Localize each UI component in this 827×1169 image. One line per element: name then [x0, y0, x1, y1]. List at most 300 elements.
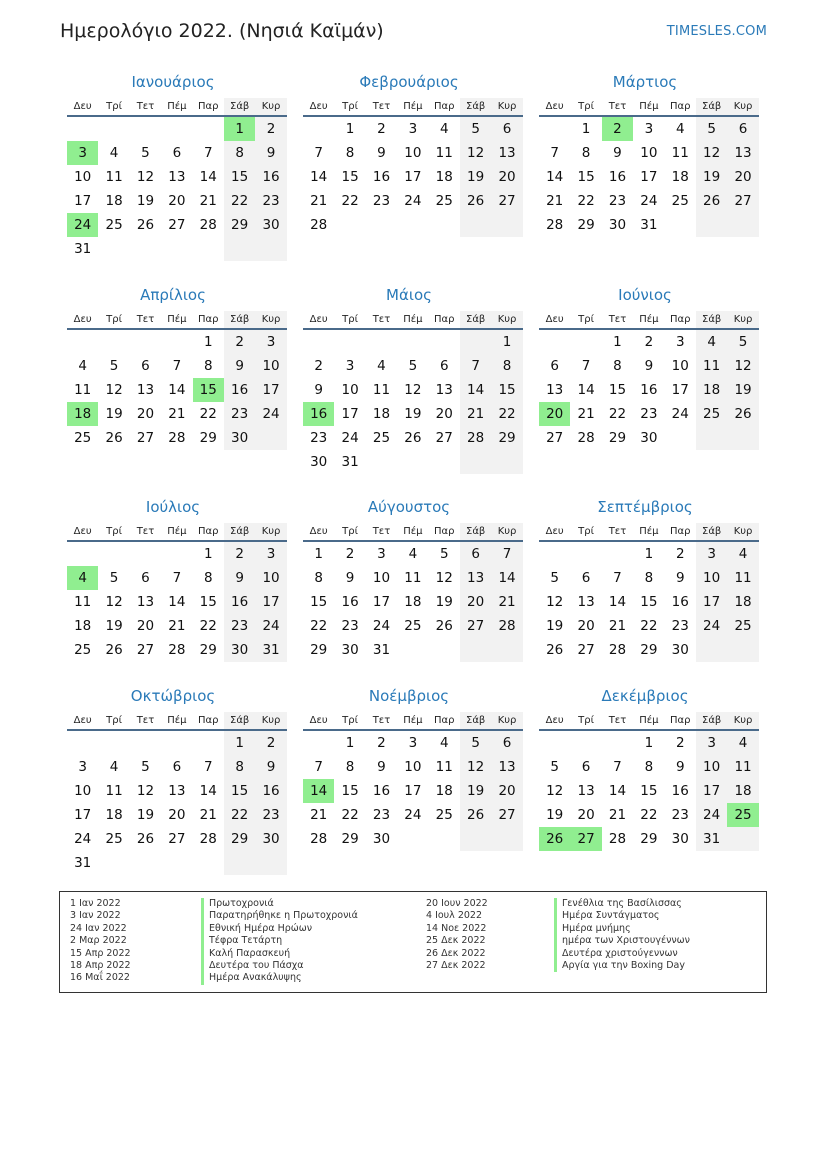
- calendar-day[interactable]: 23: [608, 193, 627, 209]
- calendar-day[interactable]: 1: [581, 121, 591, 137]
- calendar-day[interactable]: 12: [696, 141, 727, 165]
- calendar-day[interactable]: 10: [255, 354, 286, 378]
- calendar-day[interactable]: 1: [644, 735, 654, 751]
- calendar-day[interactable]: 9: [224, 354, 255, 378]
- calendar-day[interactable]: 17: [404, 783, 422, 799]
- calendar-day[interactable]: 12: [136, 169, 155, 185]
- calendar-day[interactable]: 14: [608, 594, 627, 610]
- calendar-day[interactable]: 14: [491, 566, 522, 590]
- calendar-day[interactable]: 21: [491, 590, 522, 614]
- calendar-day[interactable]: 4: [67, 566, 98, 590]
- calendar-day[interactable]: 19: [105, 406, 123, 422]
- calendar-day[interactable]: 29: [341, 831, 359, 847]
- calendar-day[interactable]: 8: [491, 354, 522, 378]
- calendar-day[interactable]: 13: [727, 141, 758, 165]
- calendar-day[interactable]: 2: [377, 121, 386, 137]
- calendar-day[interactable]: 30: [255, 827, 286, 851]
- calendar-day[interactable]: 18: [435, 169, 453, 185]
- calendar-day[interactable]: 10: [255, 566, 286, 590]
- calendar-day[interactable]: 6: [172, 145, 182, 161]
- calendar-day[interactable]: 3: [377, 546, 386, 562]
- calendar-day[interactable]: 12: [105, 382, 123, 398]
- calendar-day[interactable]: 13: [546, 382, 564, 398]
- calendar-day[interactable]: 30: [255, 213, 286, 237]
- calendar-day[interactable]: 20: [460, 590, 491, 614]
- calendar-day[interactable]: 13: [136, 382, 155, 398]
- calendar-day[interactable]: 28: [168, 430, 186, 446]
- calendar-day[interactable]: 26: [727, 402, 758, 426]
- calendar-day[interactable]: 9: [255, 755, 286, 779]
- calendar-day[interactable]: 30: [310, 454, 328, 470]
- calendar-day[interactable]: 26: [136, 217, 155, 233]
- calendar-day[interactable]: 8: [224, 755, 255, 779]
- calendar-day[interactable]: 31: [255, 638, 286, 662]
- calendar-day[interactable]: 1: [345, 735, 355, 751]
- calendar-day[interactable]: 30: [608, 217, 627, 233]
- calendar-day[interactable]: 23: [671, 807, 689, 823]
- calendar-day[interactable]: 3: [78, 759, 87, 775]
- calendar-day[interactable]: 4: [727, 542, 758, 566]
- calendar-day[interactable]: 6: [581, 570, 591, 586]
- calendar-day[interactable]: 21: [199, 193, 217, 209]
- calendar-day[interactable]: 22: [341, 807, 359, 823]
- calendar-day[interactable]: 16: [255, 779, 286, 803]
- calendar-day[interactable]: 27: [577, 642, 595, 658]
- calendar-day[interactable]: 7: [203, 759, 213, 775]
- calendar-day[interactable]: 19: [136, 807, 155, 823]
- calendar-day[interactable]: 7: [613, 759, 622, 775]
- calendar-day[interactable]: 15: [199, 594, 217, 610]
- calendar-day[interactable]: 25: [105, 831, 123, 847]
- calendar-day[interactable]: 4: [377, 358, 386, 374]
- calendar-day[interactable]: 17: [74, 807, 92, 823]
- calendar-day[interactable]: 19: [546, 618, 564, 634]
- calendar-day[interactable]: 1: [314, 546, 323, 562]
- calendar-day[interactable]: 29: [310, 642, 328, 658]
- calendar-day[interactable]: 30: [640, 430, 658, 446]
- calendar-day[interactable]: 16: [640, 382, 658, 398]
- calendar-day[interactable]: 16: [224, 590, 255, 614]
- calendar-day[interactable]: 9: [377, 145, 386, 161]
- calendar-day[interactable]: 26: [136, 831, 155, 847]
- calendar-day[interactable]: 3: [696, 542, 727, 566]
- calendar-day[interactable]: 8: [224, 141, 255, 165]
- calendar-day[interactable]: 18: [404, 594, 422, 610]
- calendar-day[interactable]: 2: [224, 542, 255, 566]
- calendar-day[interactable]: 21: [460, 402, 491, 426]
- calendar-day[interactable]: 16: [224, 378, 255, 402]
- calendar-day[interactable]: 27: [460, 614, 491, 638]
- calendar-day[interactable]: 16: [372, 169, 391, 185]
- calendar-day[interactable]: 11: [105, 169, 123, 185]
- calendar-day[interactable]: 21: [310, 193, 328, 209]
- calendar-day[interactable]: 19: [404, 406, 422, 422]
- calendar-day[interactable]: 9: [675, 570, 685, 586]
- calendar-day[interactable]: 6: [550, 358, 559, 374]
- calendar-day[interactable]: 7: [203, 145, 213, 161]
- calendar-day[interactable]: 1: [613, 334, 622, 350]
- brand-link[interactable]: TIMESLES.COM: [666, 24, 767, 39]
- calendar-day[interactable]: 28: [577, 430, 595, 446]
- calendar-day[interactable]: 20: [136, 406, 155, 422]
- calendar-day[interactable]: 15: [608, 382, 627, 398]
- calendar-day[interactable]: 20: [539, 402, 570, 426]
- calendar-day[interactable]: 24: [372, 618, 391, 634]
- calendar-day[interactable]: 29: [640, 831, 658, 847]
- calendar-day[interactable]: 27: [491, 189, 522, 213]
- calendar-day[interactable]: 11: [74, 382, 92, 398]
- calendar-day[interactable]: 31: [74, 241, 92, 257]
- calendar-day[interactable]: 18: [105, 193, 123, 209]
- calendar-day[interactable]: 25: [435, 193, 453, 209]
- calendar-day[interactable]: 24: [671, 406, 689, 422]
- calendar-day[interactable]: 18: [727, 779, 758, 803]
- calendar-day[interactable]: 25: [727, 803, 758, 827]
- calendar-day[interactable]: 25: [435, 807, 453, 823]
- calendar-day[interactable]: 18: [727, 590, 758, 614]
- calendar-day[interactable]: 7: [550, 145, 559, 161]
- calendar-day[interactable]: 8: [345, 759, 355, 775]
- calendar-day[interactable]: 8: [644, 759, 654, 775]
- calendar-day[interactable]: 10: [696, 755, 727, 779]
- calendar-day[interactable]: 11: [372, 382, 391, 398]
- calendar-day[interactable]: 3: [255, 330, 286, 354]
- calendar-day[interactable]: 1: [203, 546, 213, 562]
- calendar-day[interactable]: 26: [460, 189, 491, 213]
- calendar-day[interactable]: 8: [581, 145, 591, 161]
- calendar-day[interactable]: 22: [341, 193, 359, 209]
- calendar-day[interactable]: 10: [74, 169, 92, 185]
- calendar-day[interactable]: 20: [136, 618, 155, 634]
- calendar-day[interactable]: 24: [255, 402, 286, 426]
- calendar-day[interactable]: 17: [404, 169, 422, 185]
- calendar-day[interactable]: 18: [105, 807, 123, 823]
- calendar-day[interactable]: 2: [644, 334, 654, 350]
- calendar-day[interactable]: 10: [74, 783, 92, 799]
- calendar-day[interactable]: 14: [546, 169, 564, 185]
- calendar-day[interactable]: 9: [613, 145, 622, 161]
- calendar-day[interactable]: 27: [727, 189, 758, 213]
- calendar-day[interactable]: 16: [303, 402, 334, 426]
- calendar-day[interactable]: 19: [727, 378, 758, 402]
- calendar-day[interactable]: 5: [109, 358, 119, 374]
- calendar-day[interactable]: 1: [491, 330, 522, 354]
- calendar-day[interactable]: 5: [727, 330, 758, 354]
- calendar-day[interactable]: 25: [74, 642, 92, 658]
- calendar-day[interactable]: 5: [696, 117, 727, 141]
- calendar-day[interactable]: 2: [314, 358, 323, 374]
- calendar-day[interactable]: 27: [570, 827, 601, 851]
- calendar-day[interactable]: 24: [67, 213, 98, 237]
- calendar-day[interactable]: 8: [203, 358, 213, 374]
- calendar-day[interactable]: 3: [408, 121, 418, 137]
- calendar-day[interactable]: 29: [224, 827, 255, 851]
- calendar-day[interactable]: 8: [203, 570, 213, 586]
- calendar-day[interactable]: 3: [644, 121, 654, 137]
- calendar-day[interactable]: 9: [675, 759, 685, 775]
- calendar-day[interactable]: 13: [136, 594, 155, 610]
- calendar-day[interactable]: 29: [199, 642, 217, 658]
- calendar-day[interactable]: 29: [491, 426, 522, 450]
- calendar-day[interactable]: 15: [310, 594, 328, 610]
- calendar-day[interactable]: 31: [640, 217, 658, 233]
- calendar-day[interactable]: 12: [435, 570, 453, 586]
- calendar-day[interactable]: 6: [172, 759, 182, 775]
- calendar-day[interactable]: 28: [491, 614, 522, 638]
- calendar-day[interactable]: 22: [199, 618, 217, 634]
- calendar-day[interactable]: 20: [491, 779, 522, 803]
- calendar-day[interactable]: 16: [372, 783, 391, 799]
- calendar-day[interactable]: 14: [608, 783, 627, 799]
- calendar-day[interactable]: 2: [255, 731, 286, 755]
- calendar-day[interactable]: 9: [377, 759, 386, 775]
- calendar-day[interactable]: 31: [74, 855, 92, 871]
- calendar-day[interactable]: 1: [224, 731, 255, 755]
- calendar-day[interactable]: 18: [671, 169, 689, 185]
- calendar-day[interactable]: 14: [168, 382, 186, 398]
- calendar-day[interactable]: 14: [199, 783, 217, 799]
- calendar-day[interactable]: 25: [105, 217, 123, 233]
- calendar-day[interactable]: 26: [539, 827, 570, 851]
- calendar-day[interactable]: 10: [404, 145, 422, 161]
- calendar-day[interactable]: 6: [491, 117, 522, 141]
- calendar-day[interactable]: 20: [168, 193, 186, 209]
- calendar-day[interactable]: 22: [640, 807, 658, 823]
- calendar-day[interactable]: 11: [727, 566, 758, 590]
- calendar-day[interactable]: 17: [696, 779, 727, 803]
- calendar-day[interactable]: 17: [696, 590, 727, 614]
- calendar-day[interactable]: 20: [168, 807, 186, 823]
- calendar-day[interactable]: 21: [168, 618, 186, 634]
- calendar-day[interactable]: 12: [460, 755, 491, 779]
- calendar-day[interactable]: 11: [671, 145, 689, 161]
- calendar-day[interactable]: 25: [74, 430, 92, 446]
- calendar-day[interactable]: 15: [640, 783, 658, 799]
- calendar-day[interactable]: 26: [105, 642, 123, 658]
- calendar-day[interactable]: 22: [640, 618, 658, 634]
- calendar-day[interactable]: 20: [577, 807, 595, 823]
- calendar-day[interactable]: 9: [224, 566, 255, 590]
- calendar-day[interactable]: 19: [460, 779, 491, 803]
- calendar-day[interactable]: 30: [341, 642, 359, 658]
- calendar-day[interactable]: 24: [696, 803, 727, 827]
- calendar-day[interactable]: 28: [168, 642, 186, 658]
- calendar-day[interactable]: 17: [255, 378, 286, 402]
- calendar-day[interactable]: 5: [460, 731, 491, 755]
- calendar-day[interactable]: 9: [255, 141, 286, 165]
- calendar-day[interactable]: 14: [577, 382, 595, 398]
- calendar-day[interactable]: 10: [671, 358, 689, 374]
- calendar-day[interactable]: 29: [577, 217, 595, 233]
- calendar-day[interactable]: 10: [640, 145, 658, 161]
- calendar-day[interactable]: 26: [460, 803, 491, 827]
- calendar-day[interactable]: 28: [310, 217, 328, 233]
- calendar-day[interactable]: 11: [74, 594, 92, 610]
- calendar-day[interactable]: 26: [404, 430, 422, 446]
- calendar-day[interactable]: 17: [255, 590, 286, 614]
- calendar-day[interactable]: 23: [372, 193, 391, 209]
- calendar-day[interactable]: 3: [675, 334, 685, 350]
- calendar-day[interactable]: 2: [224, 330, 255, 354]
- calendar-day[interactable]: 21: [546, 193, 564, 209]
- calendar-day[interactable]: 19: [105, 618, 123, 634]
- calendar-day[interactable]: 30: [224, 638, 255, 662]
- calendar-day[interactable]: 5: [439, 546, 449, 562]
- calendar-day[interactable]: 14: [168, 594, 186, 610]
- calendar-day[interactable]: 5: [550, 759, 559, 775]
- calendar-day[interactable]: 15: [193, 378, 224, 402]
- calendar-day[interactable]: 25: [372, 430, 391, 446]
- calendar-day[interactable]: 20: [727, 165, 758, 189]
- calendar-day[interactable]: 23: [255, 803, 286, 827]
- calendar-day[interactable]: 14: [460, 378, 491, 402]
- calendar-day[interactable]: 16: [608, 169, 627, 185]
- calendar-day[interactable]: 7: [491, 542, 522, 566]
- calendar-day[interactable]: 4: [439, 735, 449, 751]
- calendar-day[interactable]: 5: [550, 570, 559, 586]
- calendar-day[interactable]: 8: [644, 570, 654, 586]
- calendar-day[interactable]: 3: [408, 735, 418, 751]
- calendar-day[interactable]: 17: [640, 169, 658, 185]
- calendar-day[interactable]: 28: [608, 642, 627, 658]
- calendar-day[interactable]: 1: [224, 117, 255, 141]
- calendar-day[interactable]: 19: [696, 165, 727, 189]
- calendar-day[interactable]: 11: [696, 354, 727, 378]
- calendar-day[interactable]: 24: [640, 193, 658, 209]
- calendar-day[interactable]: 6: [141, 570, 150, 586]
- calendar-day[interactable]: 31: [341, 454, 359, 470]
- calendar-day[interactable]: 2: [377, 735, 386, 751]
- calendar-day[interactable]: 6: [491, 731, 522, 755]
- calendar-day[interactable]: 17: [341, 406, 359, 422]
- calendar-day[interactable]: 13: [491, 755, 522, 779]
- calendar-day[interactable]: 4: [408, 546, 418, 562]
- calendar-day[interactable]: 23: [671, 618, 689, 634]
- calendar-day[interactable]: 11: [105, 783, 123, 799]
- calendar-day[interactable]: 7: [314, 145, 323, 161]
- calendar-day[interactable]: 30: [372, 831, 391, 847]
- calendar-day[interactable]: 24: [74, 831, 92, 847]
- calendar-day[interactable]: 23: [310, 430, 328, 446]
- calendar-day[interactable]: 15: [224, 165, 255, 189]
- calendar-day[interactable]: 7: [314, 759, 323, 775]
- calendar-day[interactable]: 7: [172, 358, 182, 374]
- calendar-day[interactable]: 27: [136, 642, 155, 658]
- calendar-day[interactable]: 24: [404, 193, 422, 209]
- calendar-day[interactable]: 27: [491, 803, 522, 827]
- calendar-day[interactable]: 22: [577, 193, 595, 209]
- calendar-day[interactable]: 7: [172, 570, 182, 586]
- calendar-day[interactable]: 23: [255, 189, 286, 213]
- calendar-day[interactable]: 30: [224, 426, 255, 450]
- calendar-day[interactable]: 26: [696, 189, 727, 213]
- calendar-day[interactable]: 2: [675, 735, 685, 751]
- calendar-day[interactable]: 15: [577, 169, 595, 185]
- calendar-day[interactable]: 14: [310, 169, 328, 185]
- calendar-day[interactable]: 15: [341, 169, 359, 185]
- calendar-day[interactable]: 13: [435, 382, 453, 398]
- calendar-day[interactable]: 23: [224, 614, 255, 638]
- calendar-day[interactable]: 27: [136, 430, 155, 446]
- calendar-day[interactable]: 10: [696, 566, 727, 590]
- calendar-day[interactable]: 17: [74, 193, 92, 209]
- calendar-day[interactable]: 17: [372, 594, 391, 610]
- calendar-day[interactable]: 3: [255, 542, 286, 566]
- calendar-day[interactable]: 12: [105, 594, 123, 610]
- calendar-day[interactable]: 2: [675, 546, 685, 562]
- calendar-day[interactable]: 8: [613, 358, 622, 374]
- calendar-day[interactable]: 4: [109, 759, 119, 775]
- calendar-day[interactable]: 10: [404, 759, 422, 775]
- calendar-day[interactable]: 18: [67, 402, 98, 426]
- calendar-day[interactable]: 28: [546, 217, 564, 233]
- calendar-day[interactable]: 13: [577, 594, 595, 610]
- calendar-day[interactable]: 18: [435, 783, 453, 799]
- calendar-day[interactable]: 11: [435, 759, 453, 775]
- calendar-day[interactable]: 20: [435, 406, 453, 422]
- calendar-day[interactable]: 6: [460, 542, 491, 566]
- calendar-day[interactable]: 29: [640, 642, 658, 658]
- calendar-day[interactable]: 5: [460, 117, 491, 141]
- calendar-day[interactable]: 12: [546, 594, 564, 610]
- calendar-day[interactable]: 15: [640, 594, 658, 610]
- calendar-day[interactable]: 17: [671, 382, 689, 398]
- calendar-day[interactable]: 12: [136, 783, 155, 799]
- calendar-day[interactable]: 18: [372, 406, 391, 422]
- calendar-day[interactable]: 12: [727, 354, 758, 378]
- calendar-day[interactable]: 22: [608, 406, 627, 422]
- calendar-day[interactable]: 2: [345, 546, 355, 562]
- calendar-day[interactable]: 28: [460, 426, 491, 450]
- calendar-day[interactable]: 25: [404, 618, 422, 634]
- calendar-day[interactable]: 5: [141, 145, 150, 161]
- calendar-day[interactable]: 21: [168, 406, 186, 422]
- calendar-day[interactable]: 27: [168, 217, 186, 233]
- calendar-day[interactable]: 13: [491, 141, 522, 165]
- calendar-day[interactable]: 15: [224, 779, 255, 803]
- calendar-day[interactable]: 15: [341, 783, 359, 799]
- calendar-day[interactable]: 6: [141, 358, 150, 374]
- calendar-day[interactable]: 26: [105, 430, 123, 446]
- calendar-day[interactable]: 28: [199, 217, 217, 233]
- calendar-day[interactable]: 30: [671, 642, 689, 658]
- calendar-day[interactable]: 24: [255, 614, 286, 638]
- calendar-day[interactable]: 7: [460, 354, 491, 378]
- calendar-day[interactable]: 29: [224, 213, 255, 237]
- calendar-day[interactable]: 27: [546, 430, 564, 446]
- calendar-day[interactable]: 3: [696, 731, 727, 755]
- calendar-day[interactable]: 14: [303, 779, 334, 803]
- calendar-day[interactable]: 9: [644, 358, 654, 374]
- calendar-day[interactable]: 7: [581, 358, 591, 374]
- calendar-day[interactable]: 16: [341, 594, 359, 610]
- calendar-day[interactable]: 10: [372, 570, 391, 586]
- calendar-day[interactable]: 11: [435, 145, 453, 161]
- calendar-day[interactable]: 28: [199, 831, 217, 847]
- calendar-day[interactable]: 22: [224, 803, 255, 827]
- calendar-day[interactable]: 20: [577, 618, 595, 634]
- calendar-day[interactable]: 5: [109, 570, 119, 586]
- calendar-day[interactable]: 21: [199, 807, 217, 823]
- calendar-day[interactable]: 9: [314, 382, 323, 398]
- calendar-day[interactable]: 31: [696, 827, 727, 851]
- calendar-day[interactable]: 14: [199, 169, 217, 185]
- calendar-day[interactable]: 6: [439, 358, 449, 374]
- calendar-day[interactable]: 23: [640, 406, 658, 422]
- calendar-day[interactable]: 31: [372, 642, 391, 658]
- calendar-day[interactable]: 22: [199, 406, 217, 422]
- calendar-day[interactable]: 4: [696, 330, 727, 354]
